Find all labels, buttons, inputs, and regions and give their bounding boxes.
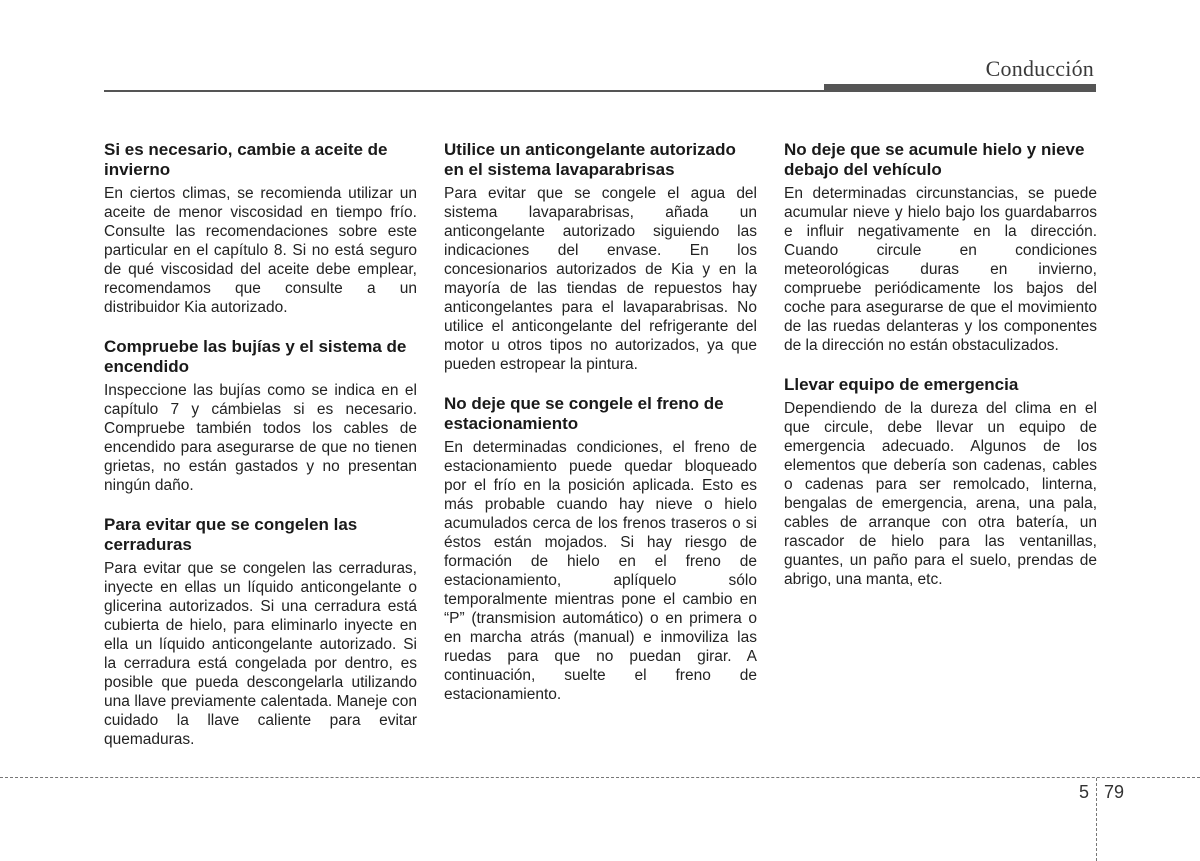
section-washer-antifreeze — [444, 140, 757, 374]
footer-rule — [0, 777, 1200, 778]
section-heading: No deje que se congele el freno de estacionamiento — [444, 394, 724, 433]
footer-divider — [1096, 778, 1097, 861]
text-column-1 — [104, 140, 417, 769]
section-body: Inspeccione las bujías como se indica en el capítulo 7 y cámbielas si es necesario. Compruebe también todos los cables de encendido para asegurarse de que no tienen grietas, no están gastados y no presentan ningún daño. — [104, 382, 417, 494]
header-rule — [104, 90, 826, 92]
text-column-3 — [784, 140, 1097, 609]
header-rule-accent — [824, 84, 1096, 92]
section-frozen-locks — [104, 515, 417, 749]
section-spark-plugs — [104, 337, 417, 495]
section-heading: Llevar equipo de emergencia — [784, 375, 1019, 394]
section-body: En ciertos climas, se recomienda utilizar un aceite de menor viscosidad en tiempo frío. Consulte las recomendaciones sobre este particular en el capítulo 8. Si no está seguro de qué viscosidad del aceite debe emplear, recomendamos que consulte a un distribuidor Kia autorizado. — [104, 185, 417, 316]
section-heading: Si es necesario, cambie a aceite de invierno — [104, 140, 388, 179]
text-column-2 — [444, 140, 757, 724]
section-body: Para evitar que se congelen las cerraduras, inyecte en ellas un líquido anticongelante o glicerina autorizados. Si una cerradura está cubierta de hielo, para eliminarlo inyecte en ella un líquido anticongelante autorizado. Si la cerradura está congelada por dentro, es posible que pueda descongelarla utilizando una llave previamente calentada. Maneje con cuidado la llave caliente para evitar quemaduras. — [104, 560, 417, 748]
section-heading: Para evitar que se congelen las cerraduras — [104, 515, 358, 554]
chapter-number: 5 — [1079, 782, 1090, 802]
section-emergency-equipment — [784, 375, 1097, 589]
section-parking-brake — [444, 394, 757, 704]
section-heading: No deje que se acumule hielo y nieve debajo del vehículo — [784, 140, 1085, 179]
section-heading: Compruebe las bujías y el sistema de encendido — [104, 337, 407, 376]
section-winter-oil — [104, 140, 417, 317]
page-number: 79 — [1104, 782, 1125, 802]
section-body: Para evitar que se congele el agua del sistema lavaparabrisas, añada un anticongelante autorizado siguiendo las indicaciones del envase. En los concesionarios autorizados de Kia y en la mayoría de las tiendas de repuestos hay anticongelantes para el lavaparabrisas. No utilice el anticongelante del refrigerante del motor u otros tipos no autorizados, ya que pueden estropear la pintura. — [444, 185, 757, 373]
section-body: En determinadas circunstancias, se puede acumular nieve y hielo bajo los guardabarros e influir negativamente en la dirección. Cuando circule en condiciones meteorológicas duras en invierno, compruebe periódicamente los bajos del coche para asegurarse de que el movimiento de las ruedas delanteras y los componentes de la dirección no están obstaculizados. — [784, 185, 1097, 354]
page-header-title: Conducción — [985, 56, 1094, 81]
section-heading: Utilice un anticongelante autorizado en el sistema lavaparabrisas — [444, 140, 736, 179]
section-body: En determinadas condiciones, el freno de estacionamiento puede quedar bloqueado por el frío en la posición aplicada. Esto es más probable cuando hay nieve o hielo acumulados cerca de los frenos traseros o si éstos están mojados. Si hay riesgo de formación de hielo en el freno de estacionamiento, aplíquelo sólo temporalmente mientras pone el cambio en “P” (transmision automático) o en primera o en marcha atrás (manual) e inmoviliza las ruedas para que no puedan girar. A continuación, suelte el freno de estacionamiento. — [444, 439, 757, 703]
section-body: Dependiendo de la dureza del clima en el que circule, debe llevar un equipo de emergencia adecuado. Algunos de los elementos que debería son cadenas, cables o cadenas para ser remolcado, linterna, bengalas de emergencia, arena, una pala, cables de arranque con otra batería, un rascador de hielo para las ventanillas, guantes, un paño para el suelo, prendas de abrigo, una manta, etc. — [784, 400, 1097, 588]
section-ice-under-vehicle — [784, 140, 1097, 355]
